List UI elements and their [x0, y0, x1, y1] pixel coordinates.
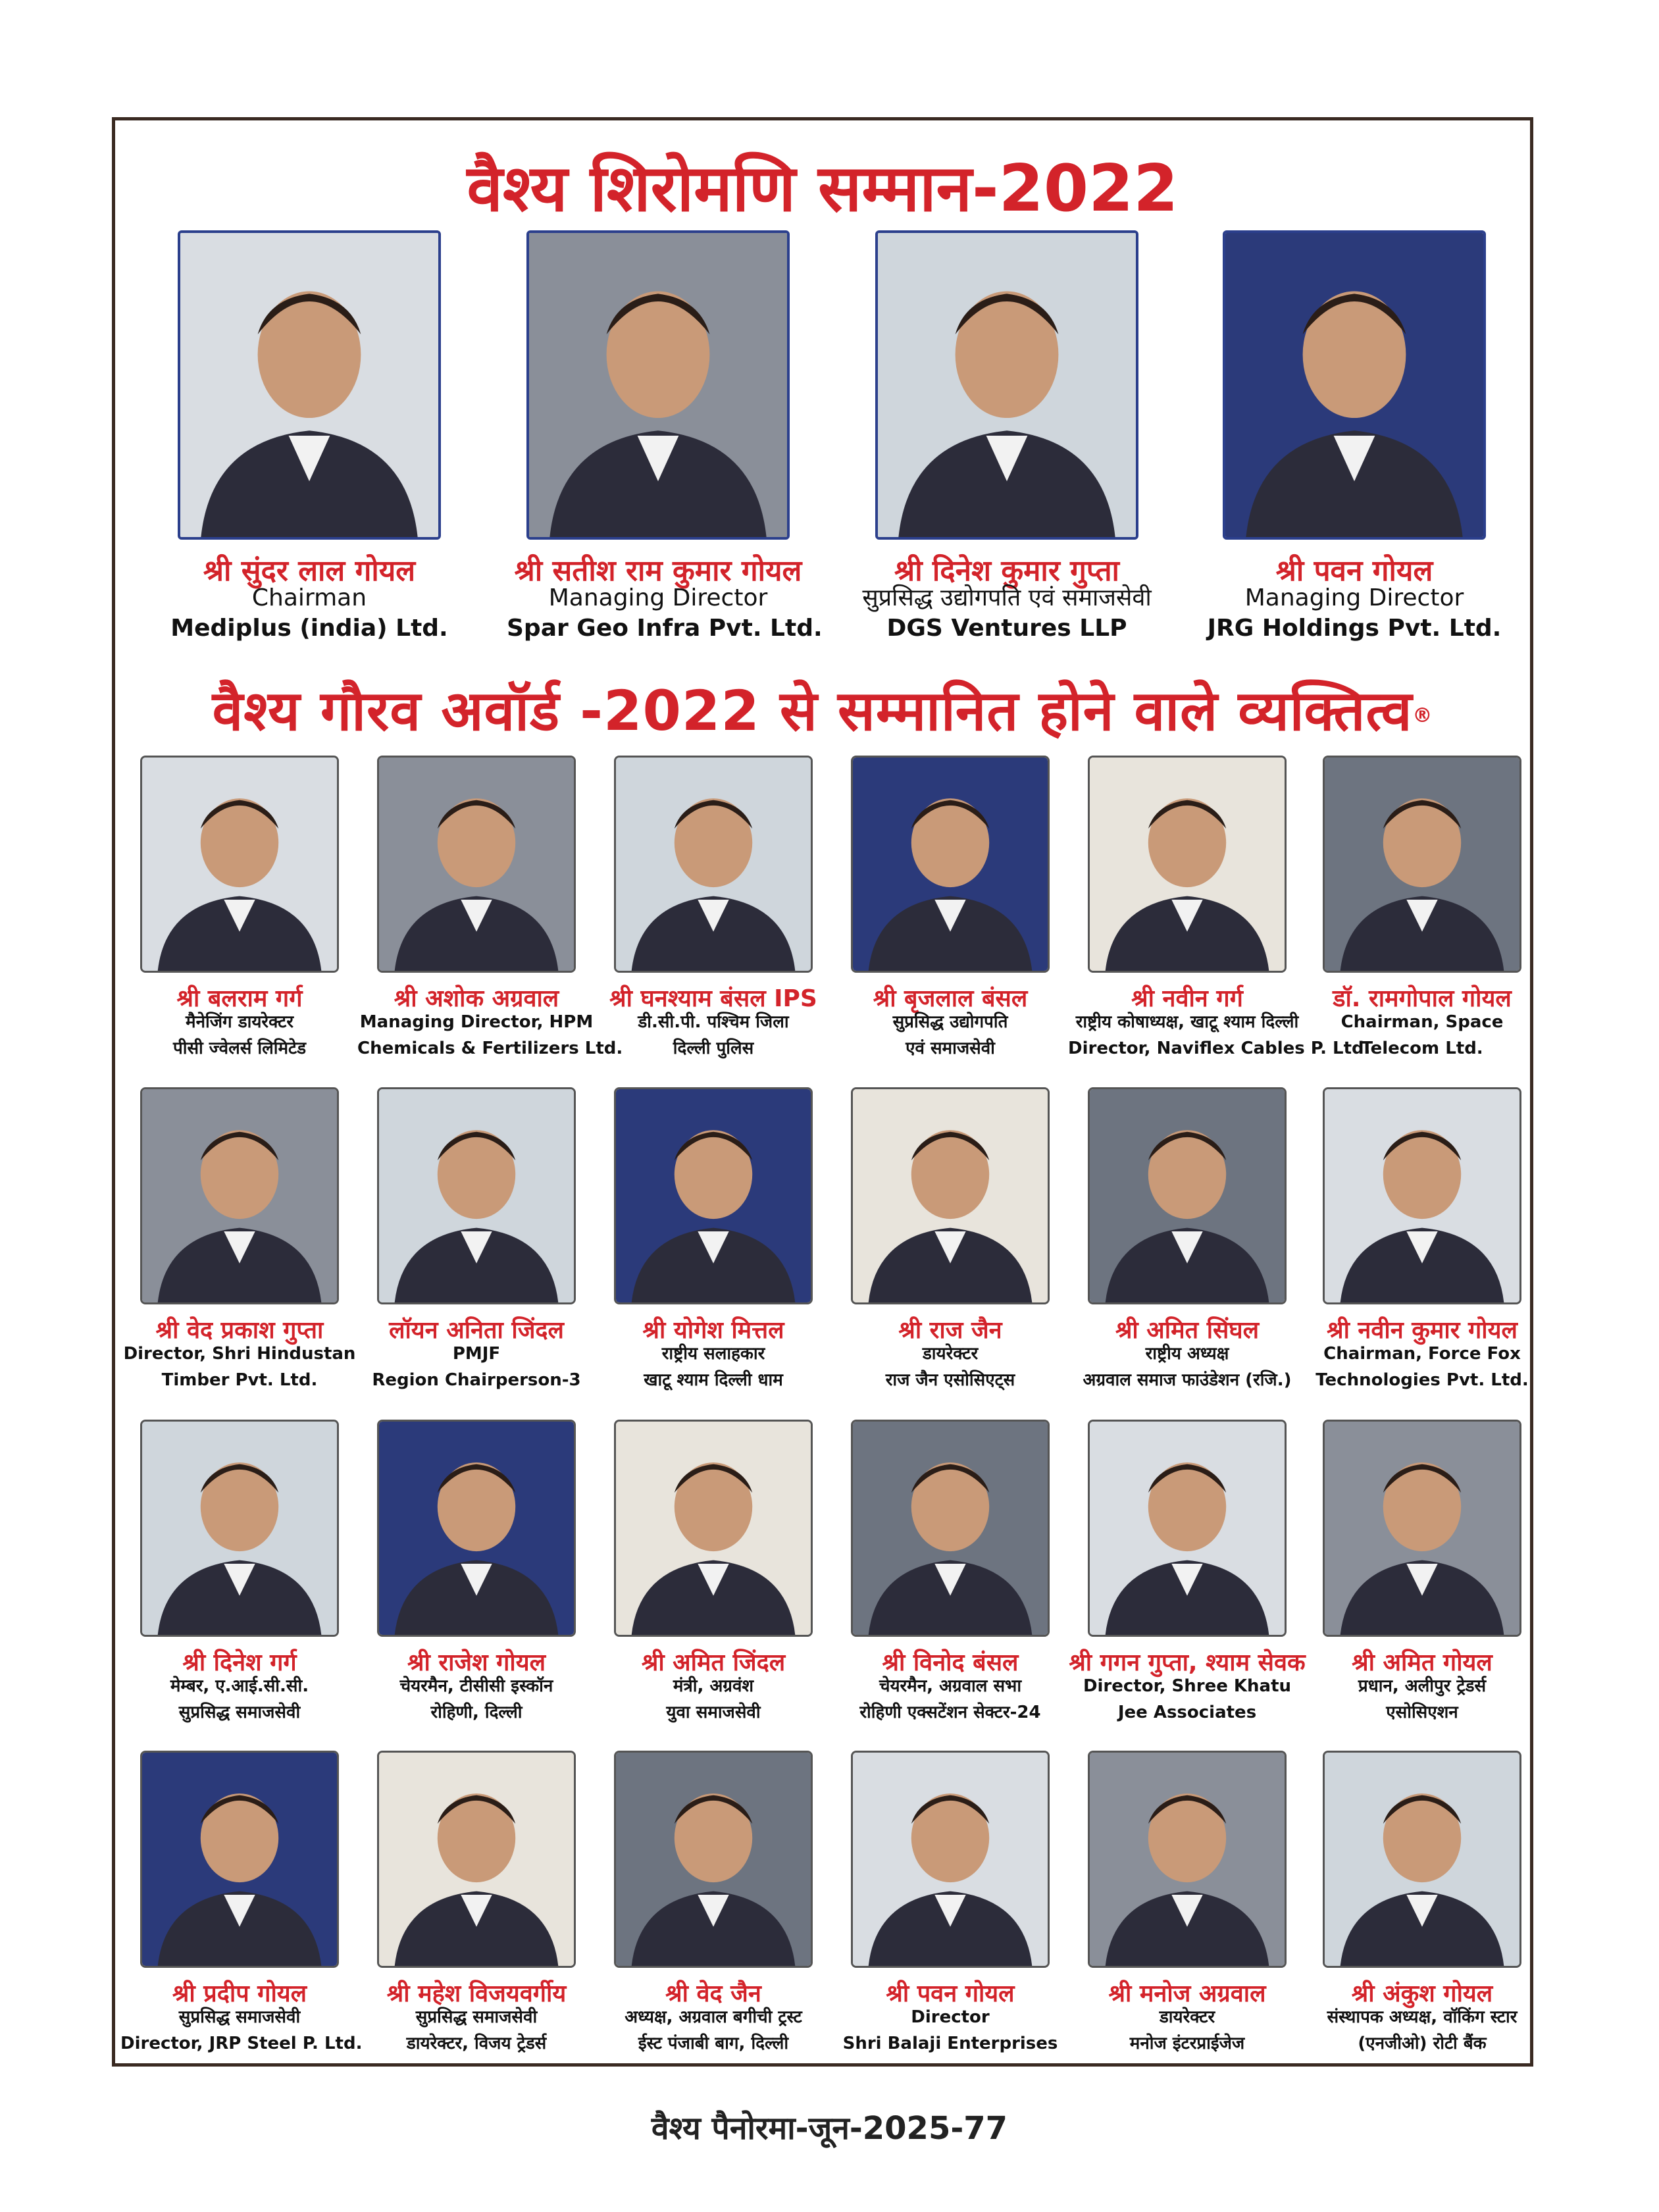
person-name: श्री नवीन गर्ग: [1131, 985, 1243, 1012]
person-designation: Director, Shri Hindustan: [123, 1344, 356, 1364]
portrait-photo: [1088, 756, 1287, 973]
person-name: श्री अमित सिंघल: [1115, 1317, 1260, 1344]
person-organization: एवं समाजसेवी: [906, 1039, 995, 1058]
person-organization: (एनजीओ) रोटी बैंक: [1358, 2034, 1487, 2053]
person-name: श्री बृजलाल बंसल: [873, 985, 1028, 1012]
person-organization: ईस्ट पंजाबी बाग, दिल्ली: [638, 2034, 789, 2053]
person-name: श्री सतीश राम कुमार गोयल: [514, 554, 802, 588]
person-designation: Chairman: [251, 584, 367, 611]
person-name: श्री प्रदीप गोयल: [172, 1980, 307, 2007]
person-name: श्री अमित जिंदल: [641, 1649, 786, 1676]
person-name: श्री दिनेश गर्ग: [182, 1649, 297, 1676]
person-name: श्री वेद प्रकाश गुप्ता: [155, 1317, 324, 1344]
person-name: डॉ. रामगोपाल गोयल: [1333, 985, 1512, 1012]
portrait-silhouette: [1325, 758, 1519, 971]
person-designation: Chairman, Force Fox: [1323, 1344, 1521, 1364]
portrait-silhouette: [853, 1422, 1048, 1635]
portrait-silhouette: [142, 758, 337, 971]
person-designation: Managing Director: [548, 584, 768, 611]
portrait-silhouette: [1325, 1089, 1519, 1302]
person-designation: PMJF: [452, 1344, 501, 1364]
person-name: लॉयन अनिता जिंदल: [389, 1317, 564, 1344]
portrait-photo: [851, 756, 1050, 973]
portrait-photo: [614, 1751, 813, 1968]
person-name: श्री मनोज अग्रवाल: [1108, 1980, 1266, 2007]
portrait-photo: [1323, 756, 1521, 973]
person-name: श्री योगेश मित्तल: [642, 1317, 784, 1344]
portrait-silhouette: [529, 233, 787, 537]
person-organization: खाटू श्याम दिल्ली धाम: [644, 1370, 783, 1390]
person-name: श्री अमित गोयल: [1352, 1649, 1493, 1676]
person-organization: रोहिणी एक्सटेंशन सेक्टर-24: [859, 1703, 1041, 1722]
portrait-silhouette: [1090, 758, 1285, 971]
person-designation: मेम्बर, ए.आई.सी.सी.: [170, 1676, 309, 1696]
registered-mark: ®: [1412, 704, 1433, 727]
portrait-silhouette: [616, 758, 811, 971]
portrait-silhouette: [142, 1753, 337, 1966]
portrait-photo: [178, 230, 441, 540]
person-name: श्री गगन गुप्ता, श्याम सेवक: [1069, 1649, 1306, 1676]
person-organization: Shri Balaji Enterprises: [842, 2034, 1058, 2053]
person-name: श्री नवीन कुमार गोयल: [1327, 1317, 1518, 1344]
person-name: श्री अशोक अग्रवाल: [394, 985, 559, 1012]
person-designation: मंत्री, अग्रवंश: [673, 1676, 754, 1696]
person-name: श्री विनोद बंसल: [882, 1649, 1019, 1676]
portrait-silhouette: [853, 1089, 1048, 1302]
person-organization: Director, JRP Steel P. Ltd.: [120, 2034, 363, 2053]
portrait-photo: [1088, 1420, 1287, 1637]
portrait-silhouette: [142, 1089, 337, 1302]
portrait-photo: [377, 1087, 576, 1304]
portrait-silhouette: [1090, 1422, 1285, 1635]
portrait-photo: [140, 1751, 339, 1968]
person-designation: सुप्रसिद्ध उद्योगपति: [892, 1012, 1008, 1032]
person-organization: अग्रवाल समाज फाउंडेशन (रजि.): [1083, 1370, 1292, 1390]
person-name: श्री राज जैन: [898, 1317, 1002, 1344]
person-organization: डायरेक्टर, विजय ट्रेडर्स: [406, 2034, 547, 2053]
portrait-photo: [614, 1420, 813, 1637]
person-designation: सुप्रसिद्ध उद्योगपति एवं समाजसेवी: [862, 584, 1152, 611]
portrait-silhouette: [379, 1089, 574, 1302]
person-name: श्री अंकुश गोयल: [1351, 1980, 1493, 2007]
portrait-silhouette: [853, 758, 1048, 971]
portrait-photo: [377, 756, 576, 973]
person-organization: युवा समाजसेवी: [666, 1703, 761, 1722]
person-designation: Chairman, Space: [1340, 1012, 1504, 1032]
portrait-silhouette: [1090, 1753, 1285, 1966]
person-name: श्री पवन गोयल: [886, 1980, 1015, 2007]
portrait-photo: [140, 756, 339, 973]
person-designation: Managing Director: [1244, 584, 1464, 611]
person-organization: Mediplus (india) Ltd.: [170, 615, 448, 642]
person-name: श्री राजेश गोयल: [407, 1649, 546, 1676]
person-organization: दिल्ली पुलिस: [673, 1039, 754, 1058]
person-organization: JRG Holdings Pvt. Ltd.: [1207, 615, 1502, 642]
person-designation: चेयरमैन, अग्रवाल सभा: [879, 1676, 1022, 1696]
portrait-photo: [1088, 1087, 1287, 1304]
person-name: श्री घनश्याम बंसल IPS: [609, 985, 817, 1012]
portrait-silhouette: [1325, 1422, 1519, 1635]
portrait-silhouette: [1225, 233, 1483, 537]
person-designation: चेयरमैन, टीसीसी इस्कॉन: [399, 1676, 553, 1696]
portrait-photo: [1323, 1751, 1521, 1968]
person-organization: राज जैन एसोसिएट्स: [885, 1370, 1015, 1390]
person-designation: अध्यक्ष, अग्रवाल बगीची ट्रस्ट: [625, 2007, 802, 2027]
portrait-photo: [1223, 230, 1486, 540]
person-organization: Telecom Ltd.: [1361, 1039, 1483, 1058]
person-organization: Jee Associates: [1117, 1703, 1257, 1722]
person-name: श्री दिनेश कुमार गुप्ता: [894, 554, 1119, 588]
person-organization: पीसी ज्वेलर्स लिमिटेड: [172, 1039, 307, 1058]
person-organization: Region Chairperson-3: [372, 1370, 581, 1390]
person-organization: DGS Ventures LLP: [886, 615, 1127, 642]
sub-title-text: वैश्य गौरव अवॉर्ड -2022 से सम्मानित होने वाले व्यक्तित्व: [212, 679, 1413, 743]
portrait-silhouette: [878, 233, 1136, 537]
person-organization: Spar Geo Infra Pvt. Ltd.: [507, 615, 823, 642]
person-organization: Timber Pvt. Ltd.: [161, 1370, 318, 1390]
portrait-photo: [614, 1087, 813, 1304]
portrait-photo: [1088, 1751, 1287, 1968]
portrait-silhouette: [1325, 1753, 1519, 1966]
person-designation: राष्ट्रीय सलाहकार: [661, 1344, 765, 1364]
portrait-silhouette: [142, 1422, 337, 1635]
portrait-silhouette: [616, 1422, 811, 1635]
portrait-silhouette: [379, 1753, 574, 1966]
portrait-photo: [1323, 1420, 1521, 1637]
person-designation: मैनेजिंग डायरेक्टर: [186, 1012, 294, 1032]
portrait-silhouette: [180, 233, 438, 537]
person-designation: राष्ट्रीय कोषाध्यक्ष, खाटू श्याम दिल्ली: [1075, 1012, 1299, 1032]
portrait-silhouette: [616, 1753, 811, 1966]
page-footer: वैश्य पैनोरमा-जून-2025-77: [651, 2110, 1008, 2147]
portrait-silhouette: [1090, 1089, 1285, 1302]
portrait-photo: [1323, 1087, 1521, 1304]
portrait-silhouette: [853, 1753, 1048, 1966]
main-title: वैश्य शिरोमणि सम्मान-2022: [467, 151, 1179, 226]
portrait-photo: [875, 230, 1138, 540]
portrait-photo: [140, 1420, 339, 1637]
person-designation: Managing Director, HPM: [359, 1012, 594, 1032]
person-designation: Director, Shree Khatu: [1083, 1676, 1292, 1696]
portrait-photo: [377, 1420, 576, 1637]
portrait-silhouette: [379, 1422, 574, 1635]
portrait-photo: [851, 1751, 1050, 1968]
portrait-photo: [851, 1420, 1050, 1637]
person-name: श्री सुंदर लाल गोयल: [203, 554, 416, 588]
person-designation: डायरेक्टर: [922, 1344, 979, 1364]
person-organization: Director, Naviflex Cables P. Ltd.: [1068, 1039, 1371, 1058]
person-organization: रोहिणी, दिल्ली: [430, 1703, 523, 1722]
portrait-photo: [140, 1087, 339, 1304]
person-organization: मनोज इंटरप्राईजेज: [1129, 2034, 1245, 2053]
person-designation: सुप्रसिद्ध समाजसेवी: [178, 2007, 301, 2027]
person-organization: Technologies Pvt. Ltd.: [1315, 1370, 1529, 1390]
person-designation: डी.सी.पी. पश्चिम जिला: [638, 1012, 789, 1032]
person-organization: सुप्रसिद्ध समाजसेवी: [178, 1703, 301, 1722]
person-organization: एसोसिएशन: [1386, 1703, 1458, 1722]
portrait-photo: [614, 756, 813, 973]
person-designation: डायरेक्टर: [1159, 2007, 1215, 2027]
portrait-photo: [526, 230, 790, 540]
person-designation: संस्थापक अध्यक्ष, वॉकिंग स्टार: [1327, 2007, 1518, 2027]
portrait-photo: [377, 1751, 576, 1968]
portrait-silhouette: [616, 1089, 811, 1302]
sub-title: [112, 671, 1533, 750]
person-name: श्री महेश विजयवर्गीय: [386, 1980, 567, 2007]
portrait-photo: [851, 1087, 1050, 1304]
person-organization: Chemicals & Fertilizers Ltd.: [357, 1039, 623, 1058]
person-designation: Director: [911, 2007, 990, 2027]
person-designation: सुप्रसिद्ध समाजसेवी: [415, 2007, 538, 2027]
person-name: श्री वेद जैन: [665, 1980, 761, 2007]
person-name: श्री बलराम गर्ग: [176, 985, 303, 1012]
person-designation: राष्ट्रीय अध्यक्ष: [1145, 1344, 1229, 1364]
person-name: श्री पवन गोयल: [1275, 554, 1433, 588]
portrait-silhouette: [379, 758, 574, 971]
person-designation: प्रधान, अलीपुर ट्रेडर्स: [1358, 1676, 1487, 1696]
